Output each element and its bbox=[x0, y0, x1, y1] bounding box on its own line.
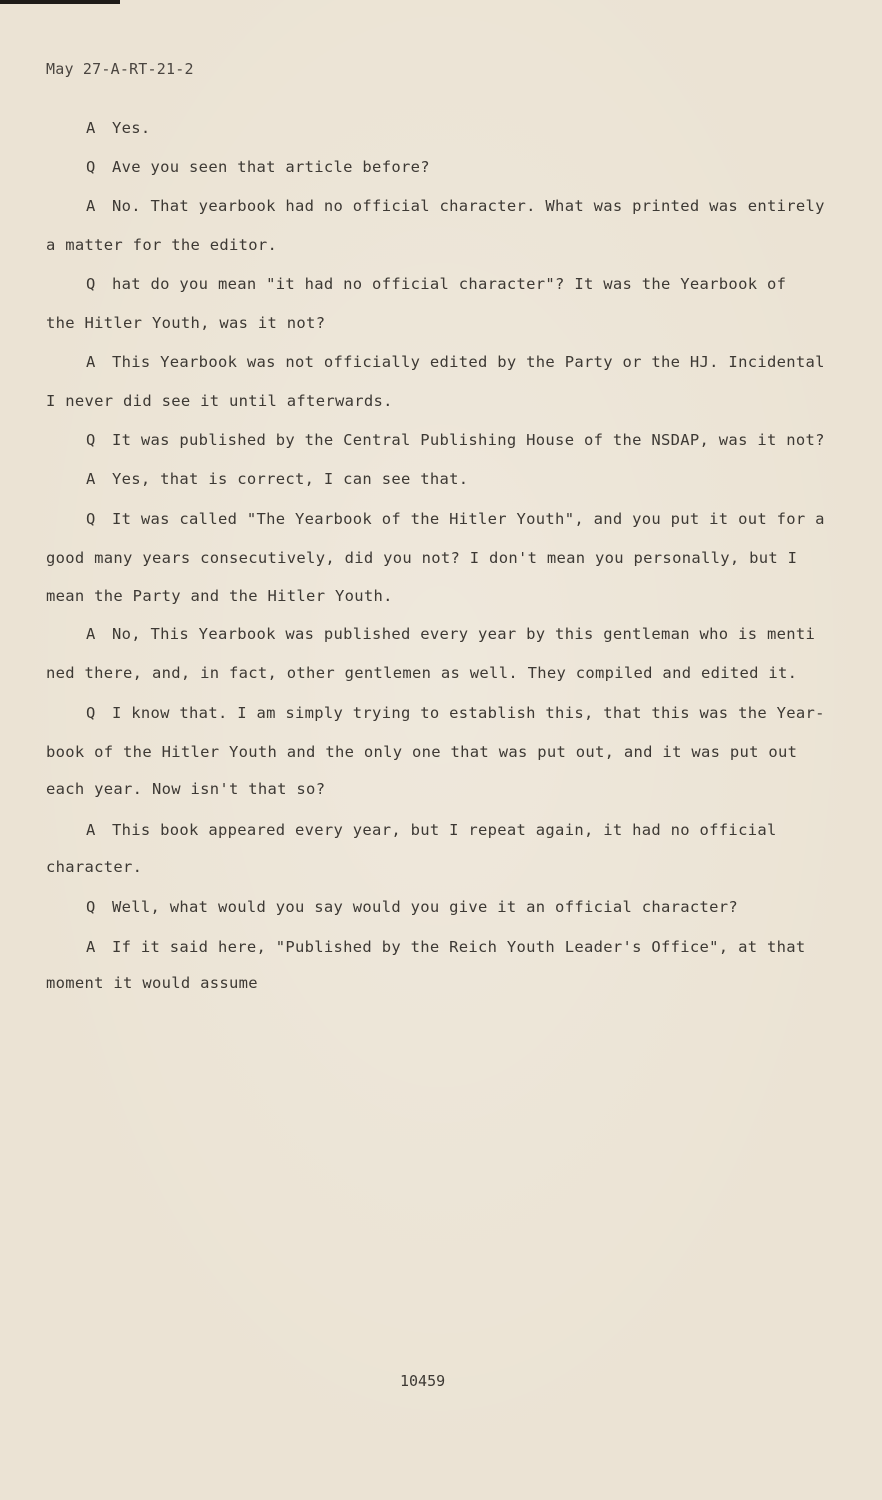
line-text: mean the Party and the Hitler Youth. bbox=[46, 587, 393, 605]
page-number: 10459 bbox=[400, 1372, 446, 1390]
line-text: It was called "The Yearbook of the Hitler Youth", and you put it out for a bbox=[112, 510, 825, 528]
line-text: hat do you mean "it had no official character"? It was the Yearbook of bbox=[112, 275, 787, 293]
transcript-line bbox=[46, 974, 258, 992]
speaker-label: Q bbox=[86, 431, 96, 449]
transcript-line bbox=[86, 821, 777, 839]
speaker-label: Q bbox=[86, 510, 96, 528]
line-text: the Hitler Youth, was it not? bbox=[46, 314, 326, 332]
transcript-line bbox=[86, 275, 786, 293]
transcript-line bbox=[46, 549, 797, 567]
transcript-line bbox=[86, 704, 825, 722]
transcript-line bbox=[46, 587, 393, 605]
transcript-line bbox=[46, 314, 325, 332]
speaker-label: A bbox=[86, 470, 96, 488]
transcript-line bbox=[86, 898, 738, 916]
speaker-label: Q bbox=[86, 704, 96, 722]
line-text: This book appeared every year, but I repeat again, it had no official bbox=[112, 821, 777, 839]
transcript-line bbox=[86, 938, 806, 956]
line-text: I know that. I am simply trying to establish this, that this was the Year- bbox=[112, 704, 825, 722]
transcript-line bbox=[86, 625, 815, 643]
transcript-line bbox=[46, 780, 325, 798]
transcript-line bbox=[46, 392, 393, 410]
transcript-line bbox=[46, 858, 142, 876]
speaker-label: Q bbox=[86, 898, 96, 916]
transcript-line bbox=[46, 743, 797, 761]
line-text: If it said here, "Published by the Reich Youth Leader's Office", at that bbox=[112, 938, 806, 956]
line-text: ned there, and, in fact, other gentlemen as well. They compiled and edited it. bbox=[46, 664, 798, 682]
line-text: each year. Now isn't that so? bbox=[46, 780, 326, 798]
transcript-line bbox=[86, 158, 430, 176]
transcript-line bbox=[86, 431, 825, 449]
speaker-label: A bbox=[86, 821, 96, 839]
line-text: Ave you seen that article before? bbox=[112, 158, 430, 176]
line-text: This Yearbook was not officially edited by the Party or the HJ. Incidental bbox=[112, 353, 825, 371]
transcript-line bbox=[86, 510, 825, 528]
speaker-label: A bbox=[86, 625, 96, 643]
speaker-label: Q bbox=[86, 275, 96, 293]
document-header: May 27-A-RT-21-2 bbox=[46, 60, 194, 78]
line-text: Yes, that is correct, I can see that. bbox=[112, 470, 469, 488]
speaker-label: A bbox=[86, 197, 96, 215]
transcript-line bbox=[46, 664, 797, 682]
speaker-label: A bbox=[86, 353, 96, 371]
page-edge-mark bbox=[0, 0, 120, 4]
speaker-label: A bbox=[86, 119, 96, 137]
transcript-line bbox=[86, 470, 468, 488]
line-text: No, This Yearbook was published every year by this gentleman who is menti bbox=[112, 625, 816, 643]
line-text: No. That yearbook had no official character. What was printed was entirely bbox=[112, 197, 825, 215]
transcript-line bbox=[86, 353, 825, 371]
line-text: Well, what would you say would you give it an official character? bbox=[112, 898, 739, 916]
line-text: moment it would assume bbox=[46, 974, 258, 992]
speaker-label: Q bbox=[86, 158, 96, 176]
line-text: It was published by the Central Publishing House of the NSDAP, was it not? bbox=[112, 431, 825, 449]
transcript-line bbox=[86, 197, 825, 215]
line-text: character. bbox=[46, 858, 143, 876]
transcript-line bbox=[86, 119, 151, 137]
transcript-line bbox=[46, 236, 277, 254]
line-text: Yes. bbox=[112, 119, 151, 137]
line-text: I never did see it until afterwards. bbox=[46, 392, 393, 410]
line-text: good many years consecutively, did you not? I don't mean you personally, but I bbox=[46, 549, 798, 567]
speaker-label: A bbox=[86, 938, 96, 956]
line-text: a matter for the editor. bbox=[46, 236, 278, 254]
line-text: book of the Hitler Youth and the only one that was put out, and it was put out bbox=[46, 743, 798, 761]
